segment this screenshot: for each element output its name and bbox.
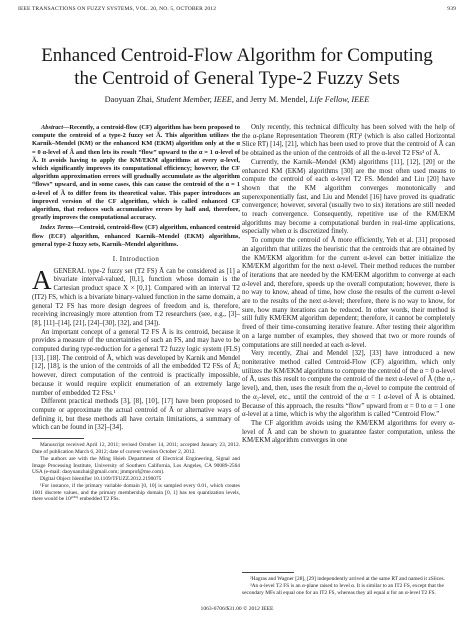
body-paragraph-5: The CF algorithm avoids using the KM/EKM algorithms for every α-level of Ã and can be shown to guarantee faster computation, unless the KM/EKM algorithm converges in one <box>242 419 455 445</box>
footnote-2: ²Hagras and Wagner [28], [29] independently arrived at the same RT and named it zSlices. <box>250 576 445 582</box>
title-line-1: Enhanced Centroid-Flow Algorithm for Computing <box>41 45 433 66</box>
intro-paragraph-1-text: GENERAL type-2 fuzzy set (T2 FS) Ã can be considered as [1] a bivariate interval-valued, [0,1], function whose domain is the Cartesian product space X × [0,1]. Compared with an interval T2 (IT2) FS, which is a bivariate binary-valued function in the same domain, a general T2 FS has more design degrees of freedom and is, therefore, receiving increasingly more attention from T2 researchers (see, e.g., [3]–[8], [11]–[14], [21], [24]–[30], [32], and [34]). <box>32 267 240 327</box>
right-footnotes <box>242 567 455 596</box>
running-header <box>18 6 456 12</box>
footnote-authors: The authors are with the Ming Hsieh Department of Electrical Engineering, Signal and Image Processing Institute, University of Southern California, Los Angeles, CA 90089-2564 USA (e-mail: daoyuanzhai@gmail.com; jmmprof@me.com). <box>32 455 240 476</box>
abstract-text: —Recently, a centroid-flow (CF) algorithm has been proposed to compute the centroid of a type-2 fuzzy set Ã. This algorithm utilizes the Karnik–Mendel (KM) or the enhanced KM (EKM) algorithm only at the α = 0 α-level of Ã and then lets its result “flow” upward to the α = 1 α-level of Ã. It avoids having to apply the KM/EKM algorithms at every α-level, which significantly improves its computational efficiency; however, the CF algorithm approximation errors will gradually accumulate as the algorithm “flows” upward, and in some cases, this can cause the centroid of the α = 1 α-level of Ã to differ from its theoretical value. This paper introduces an improved version of the CF algorithm, which is called enhanced CF algorithm, that reduces such accumulative errors by half and, therefore, greatly improves the computational accuracy. <box>32 124 240 222</box>
footnote-3: ³An α-level T2 FS is an α-plane raised to level α. It is similar to an IT2 FS, except that the secondary MFs all equal one for an IT2 FS, whereas they all equal α for an α-level T2 FS. <box>242 582 444 596</box>
intro-paragraph-2: An important concept of a general T2 FS Ã is its centroid, because it provides a measure of the uncertainties of such an FS, and may have to be computed during type-reduction for a general T2 fuzzy logic system (FLS) [13], [18]. The centroid of Ã, which was developed by Karnik and Mendel [12], [18], is the union of the centroids of all the embedded T2 FSs of Ã; however, direct computation of the centroid is practically impossible, because it would require explicit enumeration of an extremely large number of embedded T2 FSs.¹ <box>32 328 240 397</box>
intro-paragraph-1 <box>32 264 240 329</box>
footnote-doi: Digital Object Identifier 10.1109/TFUZZ.2012.2190075 <box>40 476 162 483</box>
index-terms-text: —Centroid, centroid-flow (CF) algorithm, enhanced centroid flow (ECF) algorithm, enhanced Karnik–Mendel (EKM) algorithms, general type-2 fuzzy sets, Karnik–Mendel algorithms. <box>32 224 240 248</box>
paper-title <box>0 44 474 90</box>
footnote-divider <box>32 438 84 439</box>
right-footnote-divider <box>242 572 294 573</box>
copyright-footer: 1063-6706/$31.00 © 2012 IEEE <box>200 606 274 612</box>
author-1-affiliation: Student Member, IEEE, <box>156 95 234 104</box>
drop-cap: A <box>32 264 52 295</box>
abstract-lead: Abstract <box>41 124 64 131</box>
body-paragraph-3: To compute the centroid of Ã more efficiently, Yeh et al. [31] proposed an algorithm that utilizes the heuristic that the centroids that are obtained by the KM/EKM algorithm for the current α-level can better initialize the KM/EKM algorithm for the next α-level. Their method reduces the number of iterations that are needed by the KM/EKM algorithm to converge at each α-level and, therefore, speeds up the overall computation; however, there is no way to know, ahead of time, how close the results of the current α-level are to the results of the next α-level; therefore, there is no way to know, for sure, how many iterations can be reduced. In other words, their method is still fully KM/EKM algorithm dependent; therefore, it cannot be completely freed of their time-consuming iterative feature. After testing their algorithm on a large number of examples, they showed that two or more rounds of computations are still needed at each α-level. <box>242 237 455 349</box>
intro-paragraph-3: Different practical methods [3], [8], [10], [17] have been proposed to compute or approximate the actual centroid of Ã or alternative ways of defining it, but these methods all have certain limitations, a summary of which can be found in [32]–[34]. <box>32 398 240 432</box>
title-line-2: the Centroid of General Type-2 Fuzzy Sets <box>74 68 400 89</box>
body-paragraph-1: Only recently, this technical difficulty has been solved with the help of the α-plane Representation Theorem (RT)² (which is also called Horizontal Slice RT) [14], [21], which has been used to prove that the centroid of Ã can be obtained as the union of the centroids of all the α-level T2 FSs³ of Ã. <box>242 124 455 158</box>
footnote-manuscript: Manuscript received April 12, 2011; revised October 14, 2011; accepted January 23, 2012. Date of publication March 6, 2012; date of current version October 2, 2012. <box>32 442 240 455</box>
index-terms <box>32 224 240 249</box>
page-number: 939 <box>447 6 456 12</box>
author-1: Daoyuan Zhai, <box>104 95 154 104</box>
author-2: and Jerry M. Mendel, <box>236 95 308 104</box>
section-heading: I. Introduction <box>112 255 160 264</box>
author-2-affiliation: Life Fellow, IEEE <box>309 95 370 104</box>
footnote-1: ¹For instance, if the primary variable domain [0, 10] is sampled every 0.01, which creates 1001 discrete values, and the primary membership domain [0, 1] has ten quantization levels, there would be 10¹⁰⁰¹ embedded T2 FSs. <box>32 482 240 503</box>
left-column <box>32 124 240 503</box>
body-paragraph-2: Currently, the Karnik–Mendel (KM) algorithms [11], [12], [20] or the enhanced KM (EKM) algorithms [30] are the most often used means to compute the centroid of each α-level T2 FS. Mendel and Liu [20] have shown that the KM algorithm converges monotonically and superexponentially fast, and Liu and Mendel [16] have proved its quadratic convergence; however, several (usually two to six) iterations are still needed to reach convergence. Consequently, repetitive use of the KM/EKM algorithms may become a computational burden in real-time applications, especially when α is discretized finely. <box>242 158 455 236</box>
abstract <box>32 124 240 222</box>
journal-info: IEEE TRANSACTIONS ON FUZZY SYSTEMS, VOL. 20, NO. 5, OCTOBER 2012 <box>18 6 217 12</box>
body-paragraph-4: Very recently, Zhai and Mendel [32], [33] have introduced a new noniterative method called Centroid-Flow (CF) algorithm, which only utilizes the KM/EKM algorithms to compute the centroid of the α = 0 α-level of Ã, uses this result to compute the centroid of the next α-level of Ã (the α₁-level), and, then, uses the result from the α₁-level to compute the centroid of the α₂-level, etc., until the centroid of the α = 1 α-level of Ã is obtained. Because of this approach, the results “flow” upward from α = 0 to α = 1 one α-level at a time, which is why the algorithm is called “Centroid Flow.” <box>242 350 455 419</box>
author-line <box>0 95 474 104</box>
index-terms-lead: Index Terms <box>40 224 74 232</box>
right-column <box>242 124 455 446</box>
